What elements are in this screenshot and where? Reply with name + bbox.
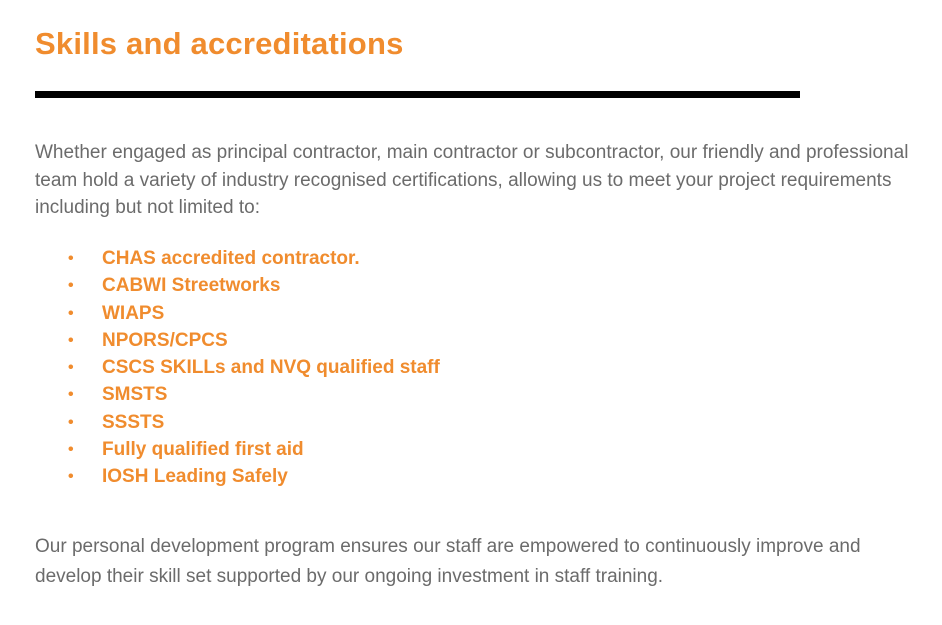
list-item-label: SMSTS: [102, 384, 168, 406]
list-item-label: CHAS accredited contractor.: [102, 248, 360, 269]
list-item: [0, 300, 440, 327]
list-item-label: WIAPS: [102, 302, 165, 324]
intro-paragraph: Whether engaged as principal contractor, main contractor or subcontractor, our friendly and professional team hold a variety of industry recognised certifications, allowing us to meet your project requirements including but not limited to:: [35, 142, 909, 218]
bullet-icon: •: [68, 331, 74, 349]
bullet-icon: •: [68, 304, 74, 322]
accreditations-list: [0, 245, 440, 490]
bullet-icon: •: [68, 359, 74, 376]
title-divider: [35, 91, 800, 98]
list-item-label: CSCS SKILLs and NVQ qualified staff: [102, 357, 440, 378]
list-item-label: CABWI Streetworks: [102, 275, 281, 297]
list-item: [0, 381, 440, 408]
bullet-icon: •: [68, 277, 74, 295]
list-item: [0, 436, 440, 463]
list-item-label: Fully qualified first aid: [102, 438, 304, 460]
list-item: [0, 272, 440, 299]
outro-paragraph: Our personal development program ensures our staff are empowered to continuously improve and develop their skill set supported by our ongoing investment in staff training.: [35, 536, 861, 587]
list-item-label: NPORS/CPCS: [102, 329, 228, 351]
list-item-label: SSSTS: [102, 411, 165, 433]
list-item: [0, 463, 440, 490]
list-item-label: IOSH Leading Safely: [102, 466, 288, 487]
page-title: Skills and accreditations: [35, 26, 404, 61]
bullet-icon: •: [68, 413, 74, 431]
bullet-icon: •: [68, 440, 74, 458]
list-item: [0, 409, 440, 436]
bullet-icon: •: [68, 250, 74, 267]
list-item: [0, 354, 440, 381]
list-item: [0, 327, 440, 354]
bullet-icon: •: [68, 468, 74, 485]
bullet-icon: •: [68, 386, 74, 404]
list-item: [0, 245, 440, 272]
